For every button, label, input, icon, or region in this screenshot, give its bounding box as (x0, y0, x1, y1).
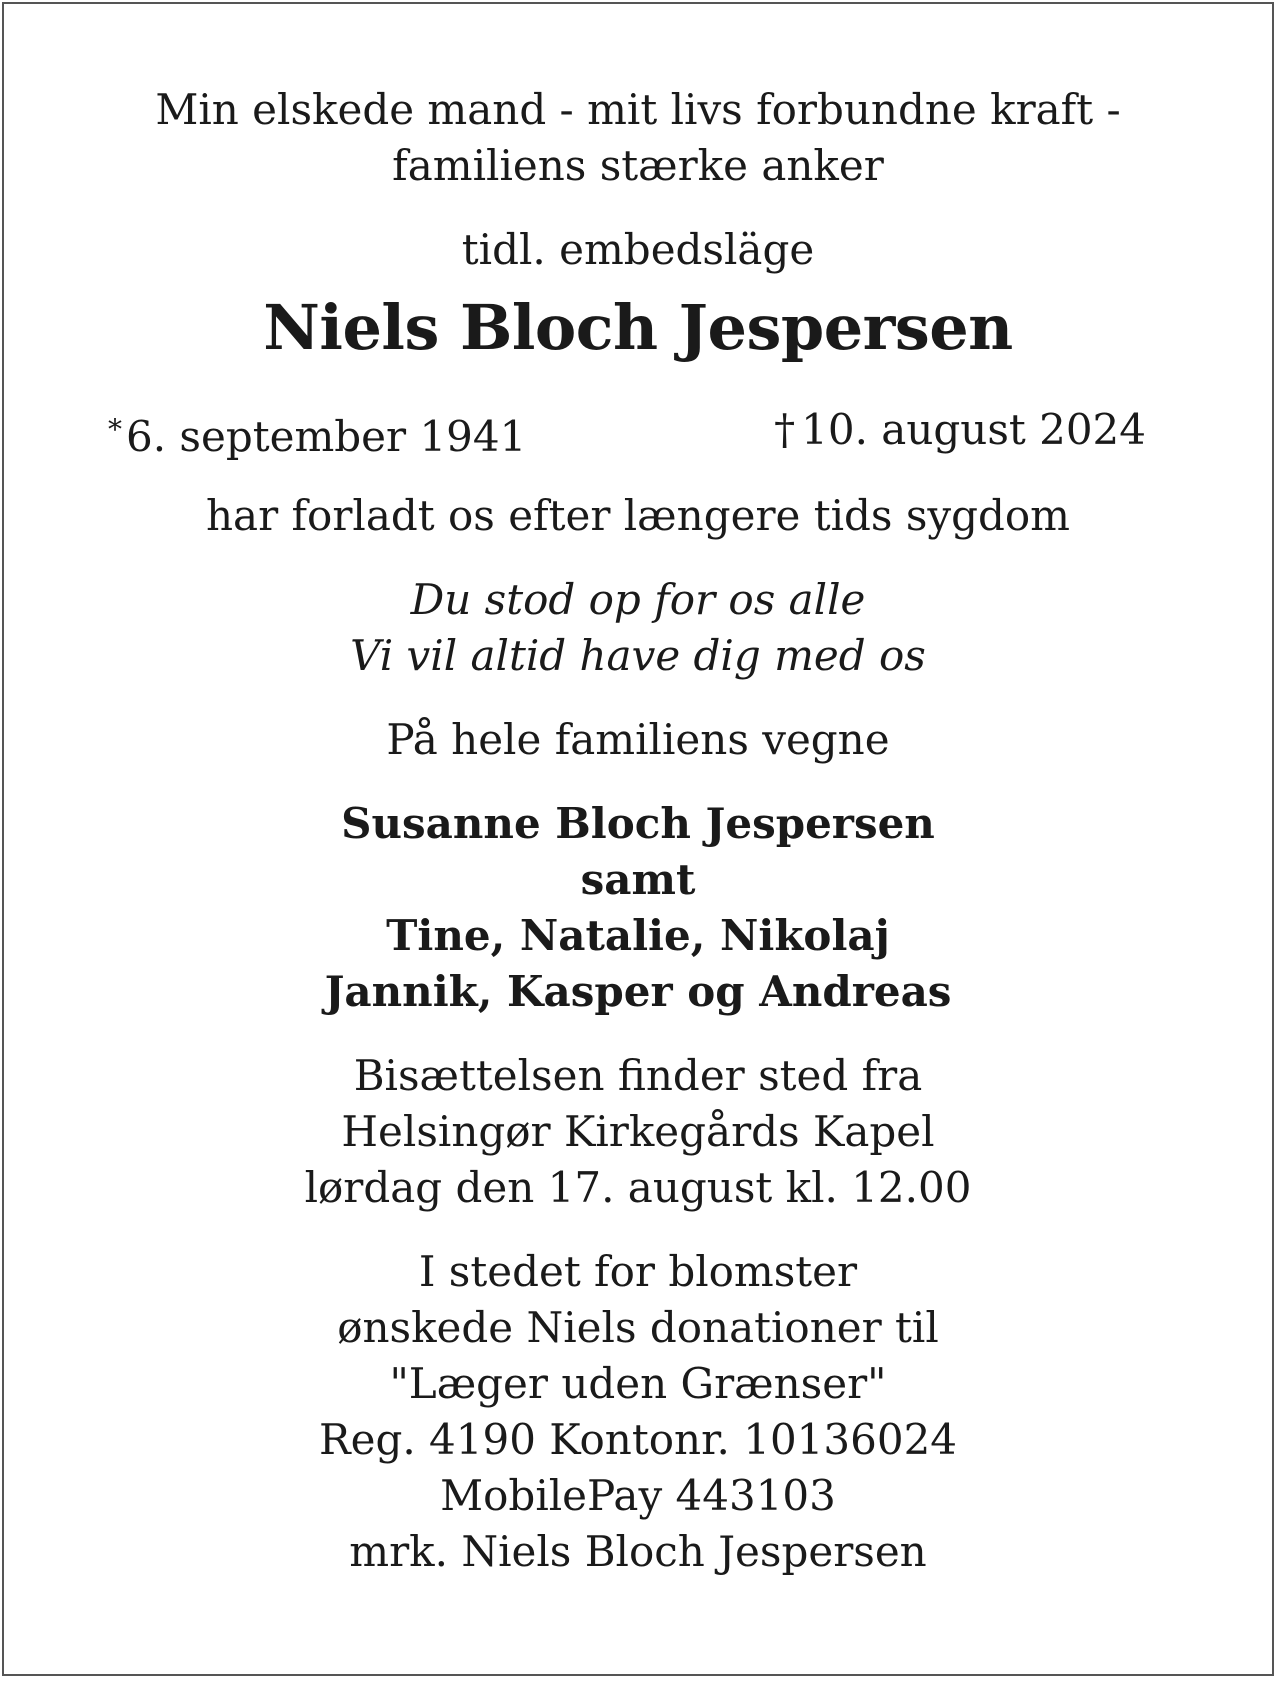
donation-info (4, 1244, 1272, 1580)
family-line-4: Jannik, Kasper og Andreas (324, 967, 952, 1016)
funeral-line-1: Bisættelsen finder sted fra (353, 1051, 923, 1100)
life-dates (4, 402, 1272, 461)
family-line-2: samt (580, 855, 696, 904)
birth-date-text: 6. september 1941 (126, 412, 527, 461)
donation-line-3: "Læger uden Grænser" (389, 1359, 887, 1408)
intro-line-1: Min elskede mand - mit livs forbundne kraft - (155, 85, 1121, 134)
funeral-line-2: Helsingør Kirkegårds Kapel (341, 1107, 935, 1156)
family-line-1: Susanne Bloch Jespersen (341, 799, 935, 848)
birth-date (108, 402, 526, 465)
verse-line-1: Du stod op for os alle (410, 575, 866, 624)
donation-line-1: I stedet for blomster (418, 1247, 858, 1296)
donation-line-4: Reg. 4190 Kontonr. 10136024 (318, 1415, 958, 1464)
donation-line-5: MobilePay 443103 (440, 1471, 836, 1520)
intro-section (4, 82, 1272, 194)
obituary-content (4, 82, 1272, 1580)
death-date (774, 402, 1146, 458)
funeral-info (4, 1048, 1272, 1216)
verse (4, 572, 1272, 684)
obituary-frame (2, 2, 1274, 1676)
donation-line-6: mrk. Niels Bloch Jespersen (349, 1527, 927, 1576)
profession: tidl. embedsläge (461, 225, 815, 274)
intro-line-2: familiens stærke anker (392, 141, 884, 190)
family-line-3: Tine, Natalie, Nikolaj (386, 911, 890, 960)
funeral-line-3: lørdag den 17. august kl. 12.00 (304, 1163, 972, 1212)
family-signatures (4, 796, 1272, 1020)
death-cross-symbol: † (774, 405, 796, 454)
passing-line: har forladt os efter længere tids sygdom (205, 491, 1070, 540)
verse-line-2: Vi vil altid have dig med os (350, 631, 926, 680)
death-date-text: 10. august 2024 (801, 405, 1146, 454)
deceased-name: Niels Bloch Jespersen (263, 291, 1013, 364)
birth-star-symbol: * (108, 413, 122, 446)
on-behalf-line: På hele familiens vegne (386, 715, 890, 764)
donation-line-2: ønskede Niels donationer til (337, 1303, 939, 1352)
